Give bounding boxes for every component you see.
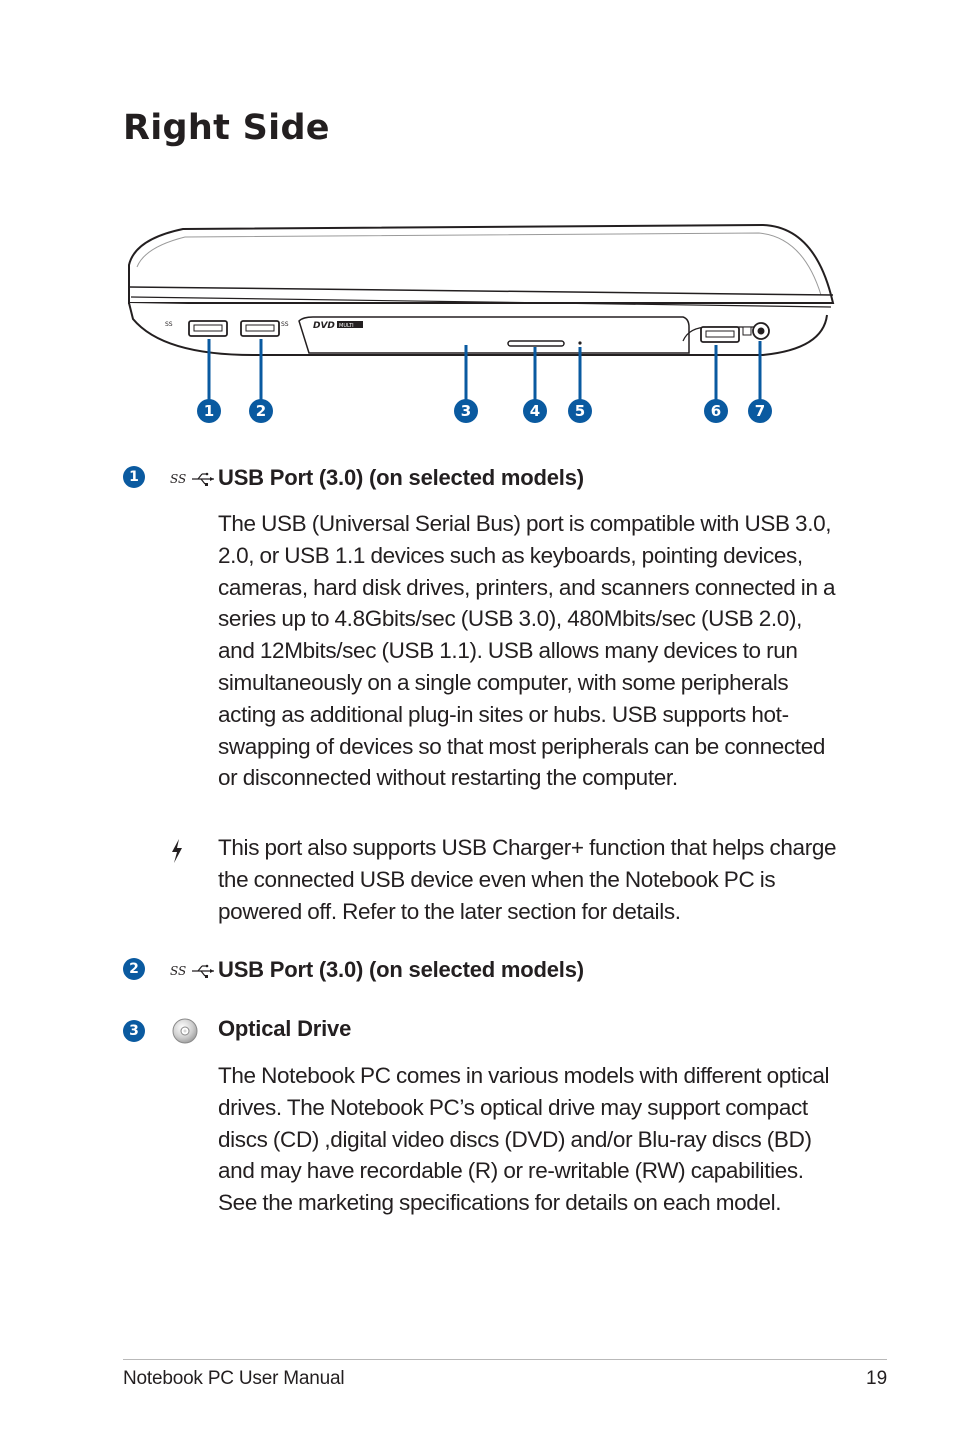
svg-text:3: 3 bbox=[460, 402, 472, 420]
laptop-right-side-figure bbox=[123, 215, 843, 440]
usb-superspeed-icon bbox=[170, 963, 216, 979]
footer-manual-title: Notebook PC User Manual bbox=[123, 1368, 345, 1389]
svg-text:SS: SS bbox=[165, 321, 173, 328]
dvd-logo: DVD bbox=[313, 321, 335, 331]
svg-text:SS: SS bbox=[281, 321, 289, 328]
svg-text:SS: SS bbox=[170, 472, 187, 486]
footer-page-number: 19 bbox=[866, 1368, 888, 1389]
callout-2 bbox=[249, 399, 273, 423]
item-3-badge: 3 bbox=[123, 1020, 145, 1042]
callout-3 bbox=[454, 399, 478, 423]
svg-text:1: 1 bbox=[203, 402, 215, 420]
usb-superspeed-icon bbox=[170, 471, 216, 487]
callout-4 bbox=[523, 399, 547, 423]
multi-logo: MULTI bbox=[339, 323, 354, 329]
callout-6 bbox=[704, 399, 728, 423]
svg-text:SS: SS bbox=[170, 964, 187, 978]
item-3-description: The Notebook PC comes in various models with different optical drives. The Notebook PC’s optical drive may support compact discs (CD) ,digital video discs (DVD) and/or Blu-ray discs (BD) and may have recordable (R) or re-writable (RW) capabilities. See the marketing specifications for details on each model. bbox=[218, 1063, 830, 1216]
svg-text:2: 2 bbox=[255, 402, 267, 420]
svg-text:7: 7 bbox=[754, 402, 766, 420]
item-1-heading: USB Port (3.0) (on selected models) bbox=[218, 465, 584, 490]
item-3-heading: Optical Drive bbox=[218, 1016, 352, 1041]
lightning-icon bbox=[170, 839, 184, 863]
footer-divider bbox=[123, 1359, 887, 1360]
svg-text:6: 6 bbox=[710, 402, 722, 420]
svg-text:4: 4 bbox=[529, 402, 541, 420]
item-1-description: The USB (Universal Serial Bus) port is compatible with USB 3.0, 2.0, or USB 1.1 devices such as keyboards, pointing devices, cameras, hard disk drives, printers, and scanners connected in a series up to 4.8Gbits/sec (USB 3.0), 480Mbits/sec (USB 2.0), and 12Mbits/sec (USB 1.1). USB allows many devices to run simultaneously on a single computer, with some peripherals acting as additional plug-in sites or hubs. USB supports hot-swapping of devices so that most peripherals can be connected or disconnected without restarting the computer. bbox=[218, 511, 836, 791]
item-1-badge: 1 bbox=[123, 466, 145, 488]
laptop-right-side-illustration bbox=[123, 215, 843, 440]
eject-button bbox=[508, 341, 564, 346]
emergency-eject-hole bbox=[578, 341, 581, 344]
callout-5 bbox=[568, 399, 592, 423]
page-title: Right Side bbox=[123, 108, 330, 148]
item-2-heading: USB Port (3.0) (on selected models) bbox=[218, 957, 584, 982]
item-1-note: This port also supports USB Charger+ function that helps charge the connected USB device even when the Notebook PC is powered off. Refer to the later section for details. bbox=[218, 835, 837, 924]
optical-disc-icon bbox=[172, 1018, 198, 1044]
callout-7 bbox=[748, 399, 772, 423]
svg-text:5: 5 bbox=[574, 402, 586, 420]
callout-1 bbox=[197, 399, 221, 423]
item-2-badge: 2 bbox=[123, 958, 145, 980]
